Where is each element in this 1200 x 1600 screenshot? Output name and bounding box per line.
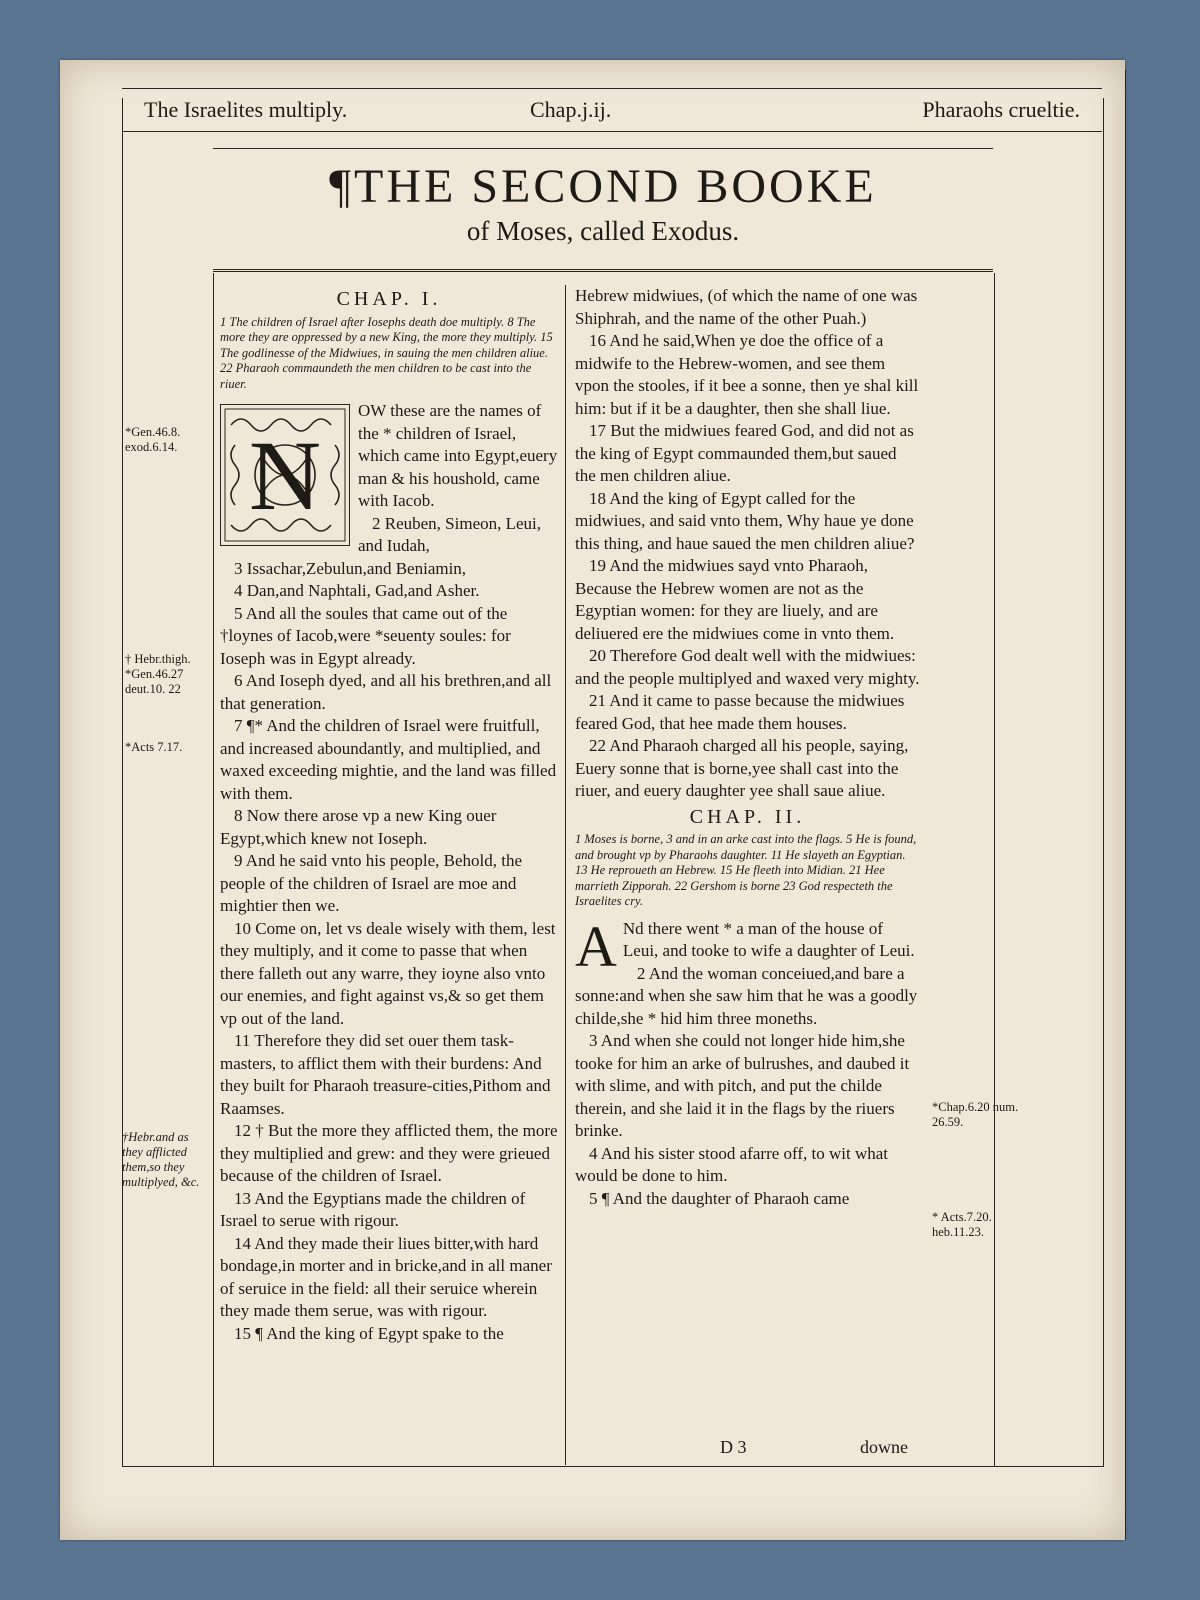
chapter-1-summary: 1 The children of Israel after Iosephs death doe multiply. 8 The more they are oppressed by a new King, the more they multiply. 15 The godlinesse of the Midwiues, in sauing the men children aliue. 22 Pharaoh commaundeth the men children to be cast into the riuer. [220,314,553,391]
verse: 15 ¶ And the king of Egypt spake to the [234,1323,504,1343]
dropcap-letter: N [248,420,322,531]
margin-note-left-4: †Hebr.and as they afflicted them,so they multiplyed, &c. [122,1130,200,1189]
verse: 9 And he said vnto his people, Behold, the people of the children of Israel are moe and mightier then we. [220,851,523,915]
chapter-1-verses [220,513,558,1346]
left-column [220,285,558,1345]
book-subtitle: of Moses, called Exodus. [466,216,740,246]
running-head-right: Pharaohs crueltie. [922,97,1080,122]
verse: Hebrew midwiues, (of which the name of one was Shiphrah, and the name of the other Puah.) [575,286,918,328]
verse: 19 And the midwiues sayd vnto Pharaoh, Because the Hebrew women are not as the Egyptian women: for they are liuely, and are deliuered ere the midwiues come in vnto them. [575,556,895,643]
running-head-chapter: Chap.j.ij. [530,97,612,122]
verse: 22 And Pharaoh charged all his people, saying, Euery sonne that is borne,yee shall cast into the riuer, and euery daughter yee shall saue aliue. [575,736,909,800]
running-head-left: The Israelites multiply. [144,97,348,122]
margin-note-left-3: *Acts 7.17. [125,740,183,754]
margin-note-left-1: *Gen.46.8. exod.6.14. [125,425,181,454]
verse: 12 † But the more they afflicted them, the more they multiplied and grew: and they were grieued because of the children of Israel. [220,1121,558,1185]
verse: 10 Come on, let vs deale wisely with them, lest they multiply, and it come to passe that when there falleth out any warre, they ioyne also vnto our enemies, and fight against vs,& so get them vp out of the land. [220,918,556,1028]
chapter-1-opening: OW these are the names of the * children of Israel, which came into Egypt,euery man & his houshold, came with Iacob. [358,401,558,510]
verse: 16 And he said,When ye doe the office of a midwife to the Hebrew-women, and see them vpon the stooles, if it bee a sonne, then ye shal kill him: but if it be a daughter, then she shall liue. [575,331,919,418]
verse: 3 Issachar,Zebulun,and Beniamin, [234,558,467,578]
verse: 6 And Ioseph dyed, and all his brethren,and all that generation. [220,671,552,713]
chapter-2-opening: Nd there went * a man of the house of Leui, and tooke to wife a daughter of Leui. [622,918,915,960]
chapter-1-heading: CHAP. I. [336,288,442,310]
chapter-2-summary: 1 Moses is borne, 3 and in an arke cast into the flags. 5 He is found, and brought vp by Pharaohs daughter. 11 He slayeth an Egyptian. 13 He reproueth an Hebrew. 15 He fleeth into Midian. 21 Hee marrieth Zipporah. 22 Gershom is borne 23 God respecteth the Israelites cry. [575,832,917,908]
column-divider [565,285,566,1465]
margin-note-right-1: *Chap.6.20 num. 26.59. [932,1100,1019,1129]
ornamental-initial [220,404,350,546]
ornament-icon [221,405,349,545]
book-title: ¶THE SECOND BOOKE [329,160,877,213]
verse: 18 And the king of Egypt called for the midwiues, and said vnto them, Why haue ye done this thing, and haue saued the men children aliue? [575,488,915,553]
verse: 3 And when she could not longer hide him,she tooke for him an arke of bulrushes, and daubed it with slime, and with pitch, and put the childe therein, and she laid it in the flags by the riuers brinke. [575,1031,910,1140]
catchword: downe [860,1437,908,1457]
verse: 5 And all the soules that came out of the †loynes of Iacob,were *seuenty soules: for Ioseph was in Egypt already. [220,603,511,668]
verse: 4 And his sister stood afarre off, to wit what would be done to him. [575,1143,889,1185]
book-title-block [213,148,993,272]
margin-note-left-2: † Hebr.thigh. *Gen.46.27 deut.10. 22 [125,652,191,696]
signature-mark: D 3 [720,1437,747,1457]
right-column [575,285,920,1210]
verse: 5 ¶ And the daughter of Pharaoh came [589,1188,850,1208]
verse: 20 Therefore God dealt well with the midwiues: and the people multiplyed and waxed very mighty. [575,646,920,688]
book-page [60,60,1125,1540]
verse: 2 Reuben, Simeon, Leui, and Iudah, [358,513,542,555]
chapter-2-heading: CHAP. II. [689,805,806,828]
chapter-2-initial: A [575,913,617,979]
verse: 8 Now there arose vp a new King ouer Egypt,which knew not Ioseph. [220,806,497,848]
verse: 11 Therefore they did set ouer them task-masters, to afflict them with their burdens: And they built for Pharaoh treasure-cities,Pithom and Raamses. [220,1031,551,1118]
verse: 4 Dan,and Naphtali, Gad,and Asher. [234,581,480,600]
verse: 17 But the midwiues feared God, and did not as the king of Egypt commaunded them,but saued the men children aliue. [575,421,914,485]
verse: 2 And the woman conceiued,and bare a sonne:and when she saw him that he was a goodly childe,she * hid him three moneths. [575,963,918,1028]
verse: 14 And they made their liues bitter,with hard bondage,in morter and in bricke,and in all maner of seruice in the field: all their seruice wherein they made them serue, was with rigour. [220,1233,552,1320]
verse: 7 ¶* And the children of Israel were fruitfull, and increased aboundantly, and multiplied, and waxed exceeding mightie, and the land was filled with them. [220,716,557,803]
verse: 21 And it came to passe because the midwiues feared God, that hee made them houses. [575,691,905,733]
verse: 13 And the Egyptians made the children of Israel to serue with rigour. [220,1188,526,1230]
margin-note-right-2: * Acts.7.20. heb.11.23. [932,1210,992,1239]
